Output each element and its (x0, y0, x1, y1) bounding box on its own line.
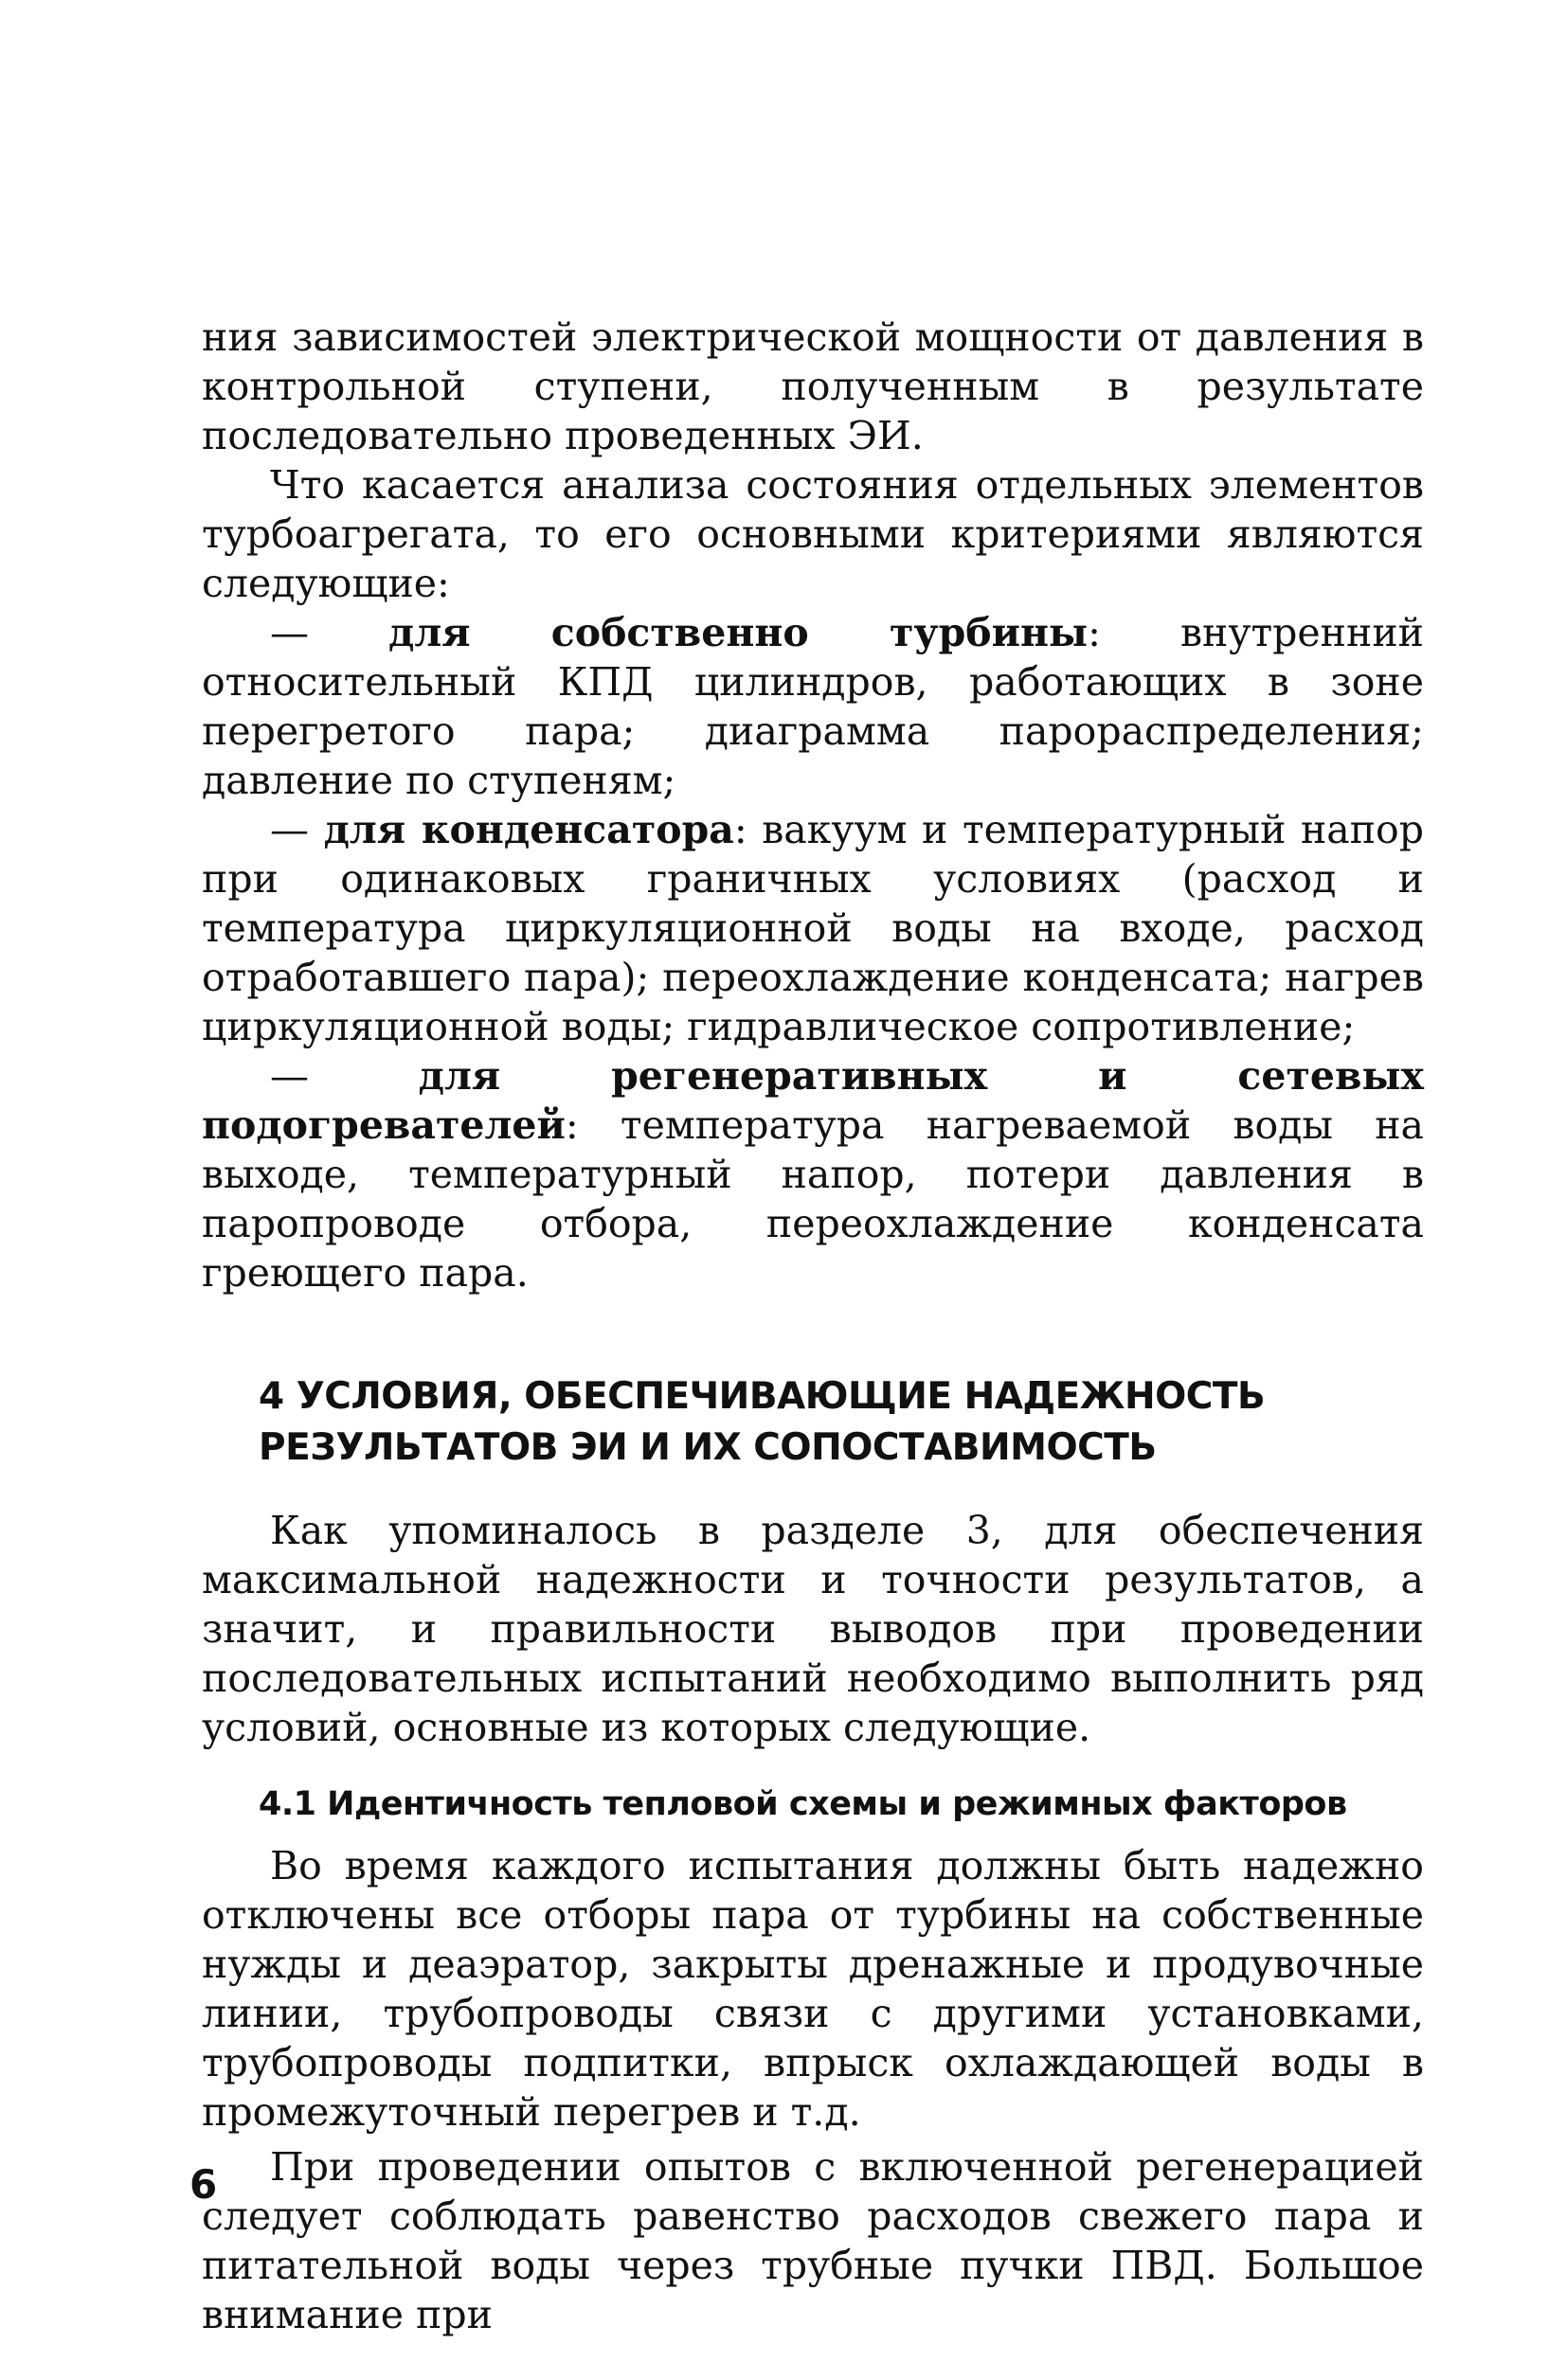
criteria-item-condenser (202, 805, 1424, 1051)
section-heading-line-1: 4 УСЛОВИЯ, ОБЕСПЕЧИВАЮЩИЕ НАДЕЖНОСТЬ (259, 1375, 1266, 1418)
subsection-paragraph-2: При проведении опытов с включенной регенерацией следует соблюдать равенство расходов свежего пара и питательной воды через трубные пучки ПВД. Большое внимание при (202, 2144, 1424, 2337)
item-text-turbine: : внутренний относительный КПД цилиндров, работающих в зоне перегретого пара; диаграмма парораспределения; давление по ступеням; (202, 610, 1424, 803)
item-term-turbine: для собственно турбины (388, 610, 1089, 655)
item-dash: — (270, 807, 324, 852)
item-term-condenser: для конденсатора (323, 807, 734, 852)
item-text-condenser: : вакуум и температурный напор при одинаковых граничных условиях (расход и температура циркуляционной воды на входе, расход отработавшего пара); переохлаждение конденсата; нагрев циркуляционной воды; гидравлическое сопротивление; (202, 807, 1424, 1049)
item-dash: — (270, 1053, 419, 1099)
criteria-item-turbine (202, 608, 1424, 805)
section-heading (202, 1371, 1424, 1474)
criteria-paragraph: Что касается анализа состояния отдельных элементов турбоагрегата, то его основными критериями являются следующие: (202, 462, 1424, 606)
subsection-heading: 4.1 Идентичность тепловой схемы и режимных факторов (259, 1785, 1347, 1823)
criteria-item-heaters (202, 1051, 1424, 1297)
page-number: 6 (189, 2161, 218, 2208)
item-text-heaters: : температура нагреваемой воды на выходе, температурный напор, потери давления в паропроводе отбора, переохлаждение конденсата греющего пара. (202, 1102, 1424, 1296)
intro-paragraph: ния зависимостей электрической мощности от давления в контрольной ступени, полученным в результате последовательно проведенных ЭИ. (202, 314, 1424, 458)
item-term-heaters: для регенеративных и сетевых подогревателей (202, 1053, 1424, 1148)
item-dash: — (270, 610, 388, 655)
document-page (202, 313, 1424, 2339)
section-heading-line-2: РЕЗУЛЬТАТОВ ЭИ И ИХ СОПОСТАВИМОСТЬ (259, 1426, 1157, 1469)
subsection-paragraph-1: Во время каждого испытания должны быть надежно отключены все отборы пара от турбины на собственные нужды и деаэратор, закрыты дренажные и продувочные линии, трубопроводы связи с другими установками, трубопроводы подпитки, впрыск охлаждающей воды в промежуточный перегрев и т.д. (202, 1843, 1424, 2135)
section-paragraph: Как упоминалось в разделе 3, для обеспечения максимальной надежности и точности результатов, а значит, и правильности выводов при проведении последовательных испытаний необходимо выполнить ряд условий, основные из которых следующие. (202, 1508, 1424, 1750)
